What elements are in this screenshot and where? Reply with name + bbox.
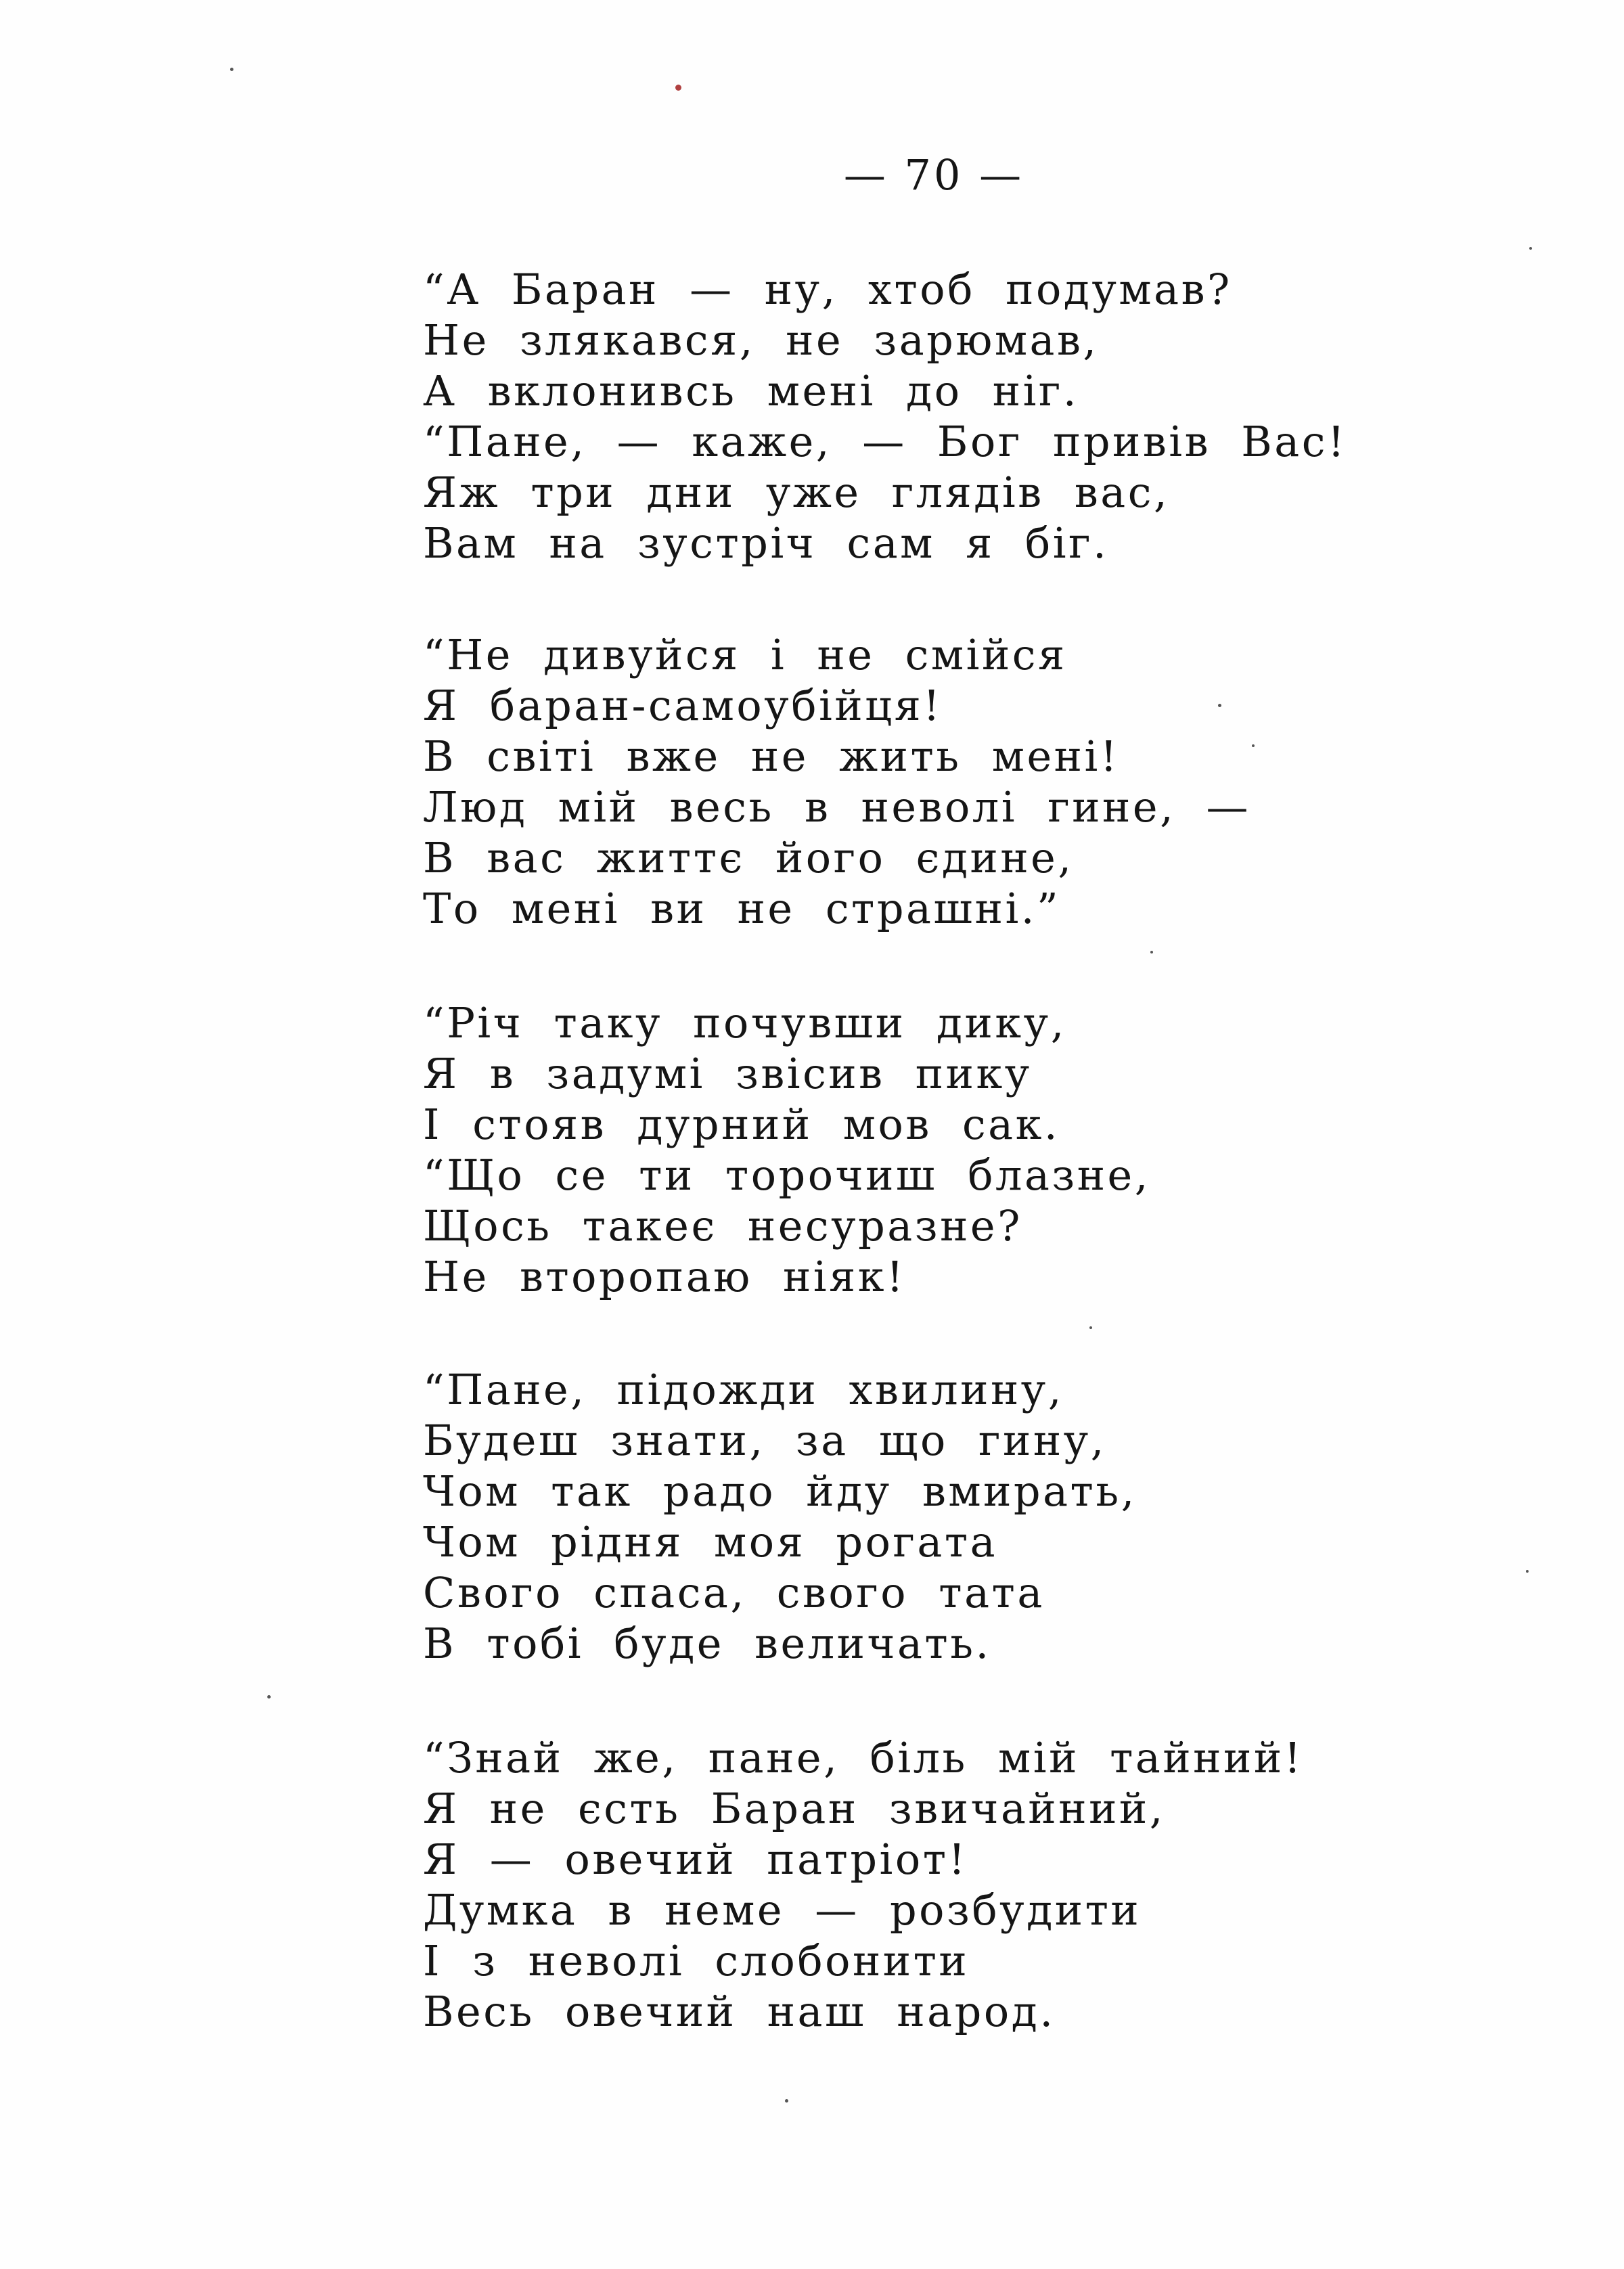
- scan-speck: [675, 85, 681, 91]
- scan-speck: [1529, 247, 1532, 250]
- poem-line: Будеш знати, за що гину,: [423, 1416, 1106, 1465]
- poem-line: Щось такеє несуразне?: [423, 1201, 1022, 1251]
- poem-line: “Пане, — каже, — Бог привів Вас!: [423, 417, 1347, 466]
- poem-line: “Не дивуйся і не смійся: [423, 630, 1067, 679]
- poem-line: “Річ таку почувши дику,: [423, 998, 1066, 1048]
- poem-line: І стояв дурний мов сак.: [423, 1100, 1060, 1149]
- poem-line: Чом так радо йду вмирать,: [423, 1466, 1137, 1516]
- scan-speck: [1526, 1570, 1529, 1573]
- stanza-3: [423, 997, 1150, 1302]
- page-number: — 70 —: [843, 150, 1024, 200]
- poem-line: Вам на зустріч сам я біг.: [423, 518, 1109, 568]
- poem-line: В тобі буде величать.: [423, 1619, 991, 1668]
- poem-line: Яж три дни уже глядів вас,: [423, 468, 1170, 517]
- stanza-2: [423, 629, 1250, 934]
- poem-line: Люд мій весь в неволі гине, —: [423, 782, 1250, 832]
- poem-line: В вас життє його єдине,: [423, 833, 1074, 882]
- scan-speck: [1089, 1326, 1092, 1329]
- poem-line: Чом рідня моя рогата: [423, 1517, 998, 1567]
- poem-line: Не второпаю ніяк!: [423, 1252, 906, 1301]
- poem-line: Я в задумі звісив пику: [423, 1049, 1032, 1098]
- poem-line: “Пане, підожди хвилину,: [423, 1365, 1064, 1414]
- poem-line: Я не єсть Баран звичайний,: [423, 1784, 1165, 1833]
- scan-speck: [230, 68, 233, 71]
- poem-line: “Що се ти торочиш блазне,: [423, 1150, 1150, 1200]
- scan-speck: [1218, 704, 1221, 707]
- scan-speck: [1252, 744, 1255, 747]
- poem-line: В світі вже не жить мені!: [423, 732, 1120, 781]
- scan-speck: [1150, 951, 1153, 953]
- poem-line: Не злякався, не зарюмав,: [423, 315, 1099, 365]
- poem-line: Весь овечий наш народ.: [423, 1987, 1056, 2036]
- poem-line: “А Баран — ну, хтоб подумав?: [423, 265, 1232, 314]
- stanza-4: [423, 1364, 1137, 1669]
- poem-line: Свого спаса, свого тата: [423, 1568, 1045, 1617]
- poem-line: “Знай же, пане, біль мій тайний!: [423, 1733, 1304, 1782]
- stanza-5: [423, 1732, 1303, 2037]
- poem-line: Я — овечий патріот!: [423, 1835, 968, 1884]
- poem-line: Я баран-самоубійця!: [423, 681, 943, 730]
- scan-speck: [785, 2099, 788, 2103]
- poem-line: То мені ви не страшні.”: [423, 884, 1061, 933]
- stanza-1: [423, 264, 1347, 568]
- poem-line: І з неволі слобонити: [423, 1936, 970, 1985]
- poem-line: А вклонивсь мені до ніг.: [423, 366, 1079, 415]
- poem-line: Думка в неме — розбудити: [423, 1885, 1142, 1935]
- scan-speck: [267, 1695, 271, 1699]
